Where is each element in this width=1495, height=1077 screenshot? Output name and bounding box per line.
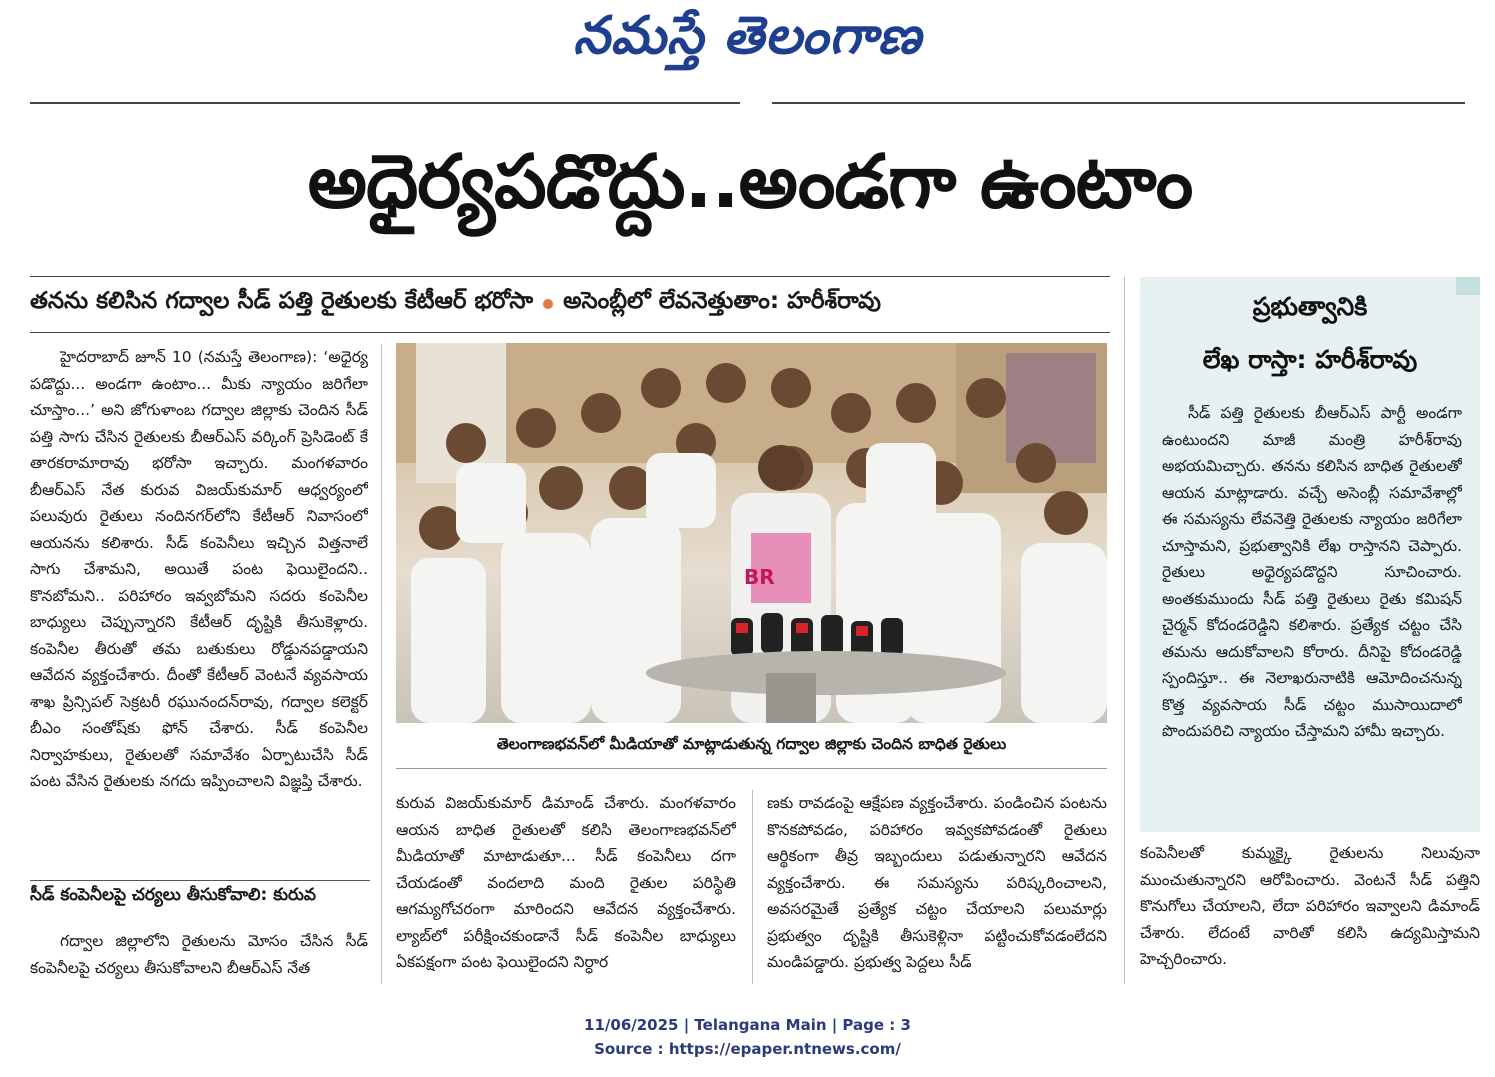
article-column-2 (396, 790, 736, 980)
column-divider-1 (381, 344, 382, 984)
subhead-right: అసెంబ్లీలో లేవనెత్తుతాం: హరీశ్‌రావు (563, 288, 881, 314)
sidebar-title-line2: లేఖ రాస్తా: హరీశ్‌రావు (1202, 345, 1418, 374)
column-divider-3 (1124, 277, 1125, 984)
photo-caption: తెలంగాణభవన్‌లో మీడియాతో మాట్లాడుతున్న గద్వాల జిల్లాకు చెందిన బాధిత రైతులు (496, 735, 1007, 753)
article-body-col2: కురువ విజయ్‌కుమార్ డిమాండ్ చేశారు. మంగళవారం ఆయన బాధిత రైతులతో కలిసి తెలంగాణభవన్‌లో మీడియాతో మాటాడుతూ... సీడ్ కంపెనీలు దగా చేయడంతో వందలాది మంది రైతుల పరిస్థితి ఆగమ్యగోచరంగా మారిందని ఆవేదన వ్యక్తంచేశారు. ల్యాబ్‌లో పరీక్షించకుండానే సీడ్ కంపెనీల బాధ్యులు ఏకపక్షంగా పంట ఫెయిలైందని నిర్ధార (396, 794, 736, 971)
article-body-col4: కంపెనీలతో కుమ్మక్కై రైతులను నిలువునా ముంచుతున్నారని ఆరోపించారు. వెంటనే సీడ్ పత్తిని కొనుగోలు చేయాలని, లేదా పరిహారం ఇవ్వాలని డిమాండ్ చేశారు. లేదంటే వారితో కలిసి ఉద్యమిస్తామని హెచ్చరించారు. (1140, 844, 1480, 968)
subhead-rule-bottom (30, 332, 1110, 333)
masthead-rule-left (30, 102, 740, 104)
column-divider-2 (752, 790, 753, 984)
farmers-group-illustration (396, 343, 1107, 723)
sidebar-title-line1: ప్రభుత్వానికి (1252, 292, 1368, 321)
article-column-1b (30, 928, 368, 984)
footer-date-page: 11/06/2025 | Telangana Main | Page : 3 (584, 1016, 911, 1034)
article-body: హైదరాబాద్ జూన్ 10 (నమస్తే తెలంగాణ): ‘అధైర్య పడొద్దు... అండగా ఉంటాం... మీకు న్యాయం జరిగేలా చూస్తాం...’ అని జోగుళాంబ గద్వాల జిల్లాకు చెందిన సీడ్ పత్తి సాగు చేసిన రైతులకు బీఆర్ఎస్ వర్కింగ్ ప్రెసిడెంట్ కే తారకరామారావు భరోసా ఇచ్చారు. మంగళవారం బీఆర్ఎస్ నేత కురువ విజయ్‌కుమార్ ఆధ్వర్యంలో పలువురు రైతులు నందినగర్‌లోని కేటీఆర్ నివాసంలో ఆయనను కలిశారు. సీడ్ కంపెనీలు ఇచ్చిన విత్తనాలే సాగు చేశామని, అయితే పంట ఫెయిలైందని.. కొనబోమని.. పరిహారం ఇవ్వబోమని సదరు కంపెనీల బాధ్యులు చెప్పున్నారని కేటీఆర్ దృష్టికి తీసుకెళ్లారు. కంపెనీల తీరుతో తమ బతుకులు రోడ్డునపడ్డాయని ఆవేదన వ్యక్తంచేశారు. దీంతో కేటీఆర్ వెంటనే వ్యవసాయ శాఖ ప్రిన్సిపల్ సెక్రటరీ రఘునందన్‌రావు, గద్వాల కలెక్టర్ బీఎం సంతోష్‌కు ఫోన్ చేశారు. సీడ్ కంపెనీల నిర్వాహకులు, రైతులతో సమావేశం ఏర్పాటుచేసి సీడ్ పంట వేసిన రైతులకు నగదు ఇప్పించాలని విజ్ఞప్తి చేశారు. (30, 348, 368, 790)
caption-rule (396, 768, 1107, 769)
masthead-rule-right (772, 102, 1465, 104)
headline: అధైర్యపడొద్దు..అండగా ఉంటాం (307, 139, 1193, 225)
subhead-rule-top (30, 276, 1110, 277)
news-photo (396, 343, 1107, 723)
subhead (30, 288, 1115, 320)
masthead-logo: నమస్తే తెలంగాణ (573, 6, 922, 66)
sidebar-text: సీడ్ పత్తి రైతులకు బీఆర్ఎస్ పార్టీ అండగా ఉంటుందని మాజీ మంత్రి హరీశ్‌రావు అభయమిచ్చారు. తనను కలిసిన బాధిత రైతులతో ఆయన మాట్లాడారు. వచ్చే అసెంబ్లీ సమావేశాల్లో ఈ సమస్యను లేవనెత్తి రైతులకు న్యాయం జరిగేలా చూస్తామని, ప్రభుత్వానికి లేఖ రాస్తానని చెప్పారు. రైతులు అధైర్యపడొద్దని సూచించారు. అంతకుముందు సీడ్ పత్తి రైతులు రైతు కమిషన్ చైర్మన్ కోదండరెడ్డిని కలిశారు. ప్రత్యేక చట్టం చేసి తమను ఆదుకోవాలని కోరారు. దీనిపై కోదండరెడ్డి స్పందిస్తూ.. ఈ నెలాఖరునాటికి ఆమోదించనున్న కొత్త వ్యవసాయ సీడ్ చట్టం ముసాయిదాలో పొందుపరిచి న్యాయం చేస్తామని హామీ ఇచ్చారు. (1162, 404, 1462, 740)
article-column-4 (1140, 840, 1480, 980)
article-column-3 (767, 790, 1107, 980)
article-body-col3: ణకు రావడంపై ఆక్షేపణ వ్యక్తంచేశారు. పండించిన పంటను కొనకపోవడం, పరిహారం ఇవ్వకపోవడంతో రైతులు ఆర్థికంగా తీవ్ర ఇబ్బందులు పడుతున్నారని ఆవేదన వ్యక్తంచేశారు. ఈ సమస్యను పరిష్కరించాలని, అవసరమైతే ప్రత్యేక చట్టం చేయాలని పలుమార్లు ప్రభుత్వం దృష్టికి తీసుకెళ్లినా పట్టించుకోవడంలేదని మండిపడ్డారు. ప్రభుత్వ పెద్దలు సీడ్ (767, 794, 1107, 971)
bullet-icon (543, 299, 553, 309)
party-banner-text: BR (744, 565, 775, 589)
article-column-1 (30, 344, 368, 872)
footer-source: Source : https://epaper.ntnews.com/ (594, 1040, 901, 1058)
subhead-left: తనను కలిసిన గద్వాల సీడ్ పత్తి రైతులకు కేటీఆర్ భరోసా (30, 288, 534, 314)
article-body-2: గద్వాల జిల్లాలోని రైతులను మోసం చేసిన సీడ్ కంపెనీలపై చర్యలు తీసుకోవాలని బీఆర్ఎస్ నేత (30, 932, 368, 977)
article-subtitle: సీడ్ కంపెనీలపై చర్యలు తీసుకోవాలి: కురువ (30, 880, 370, 909)
sidebar-body (1162, 400, 1462, 820)
